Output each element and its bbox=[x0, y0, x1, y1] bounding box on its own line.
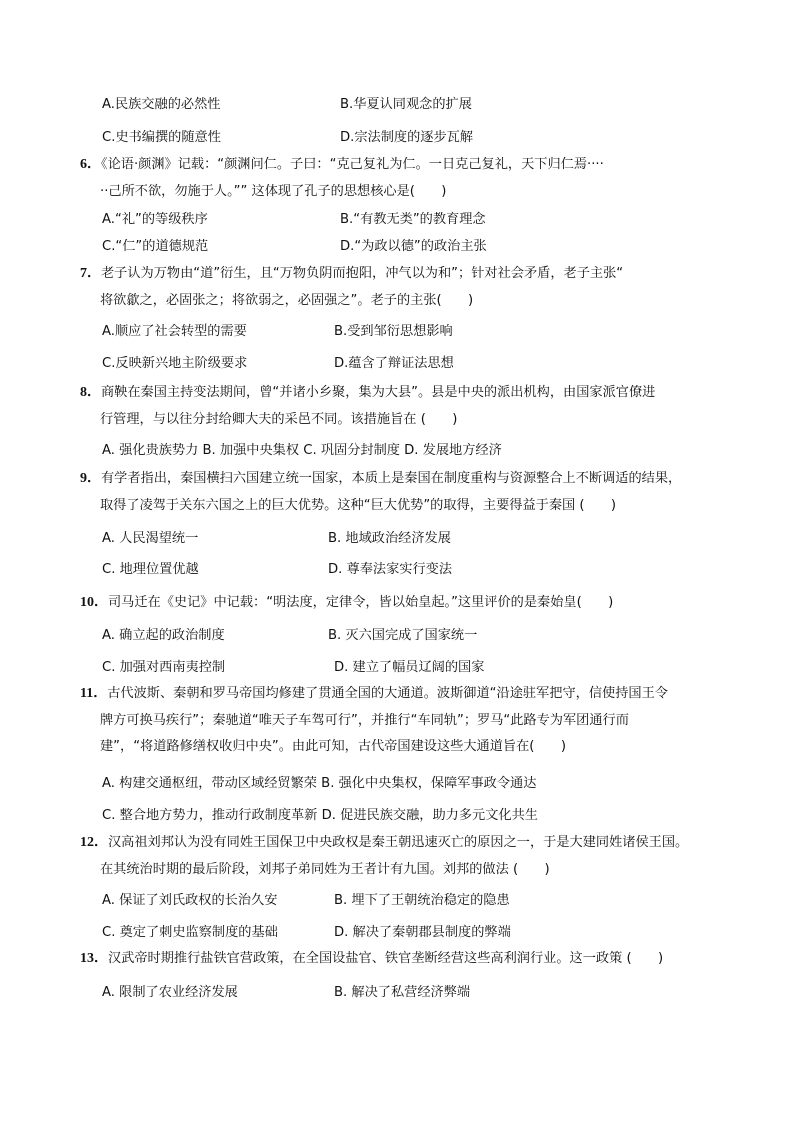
q9-line-1: 有学者指出，秦国横扫六国建立统一国家，本质上是秦国在制度重构与资源整合上不断调适的结果， bbox=[101, 471, 682, 486]
q10-option-a[interactable]: A. 确立起的政治制度 bbox=[102, 628, 225, 643]
q6-option-b[interactable]: B.“有教无类”的教育理念 bbox=[340, 212, 486, 227]
q10-option-d[interactable]: D. 建立了幅员辽阔的国家 bbox=[334, 660, 485, 675]
q11-option-row-2 bbox=[102, 804, 722, 828]
q8-stem bbox=[80, 380, 720, 433]
q12-option-c[interactable]: C. 奠定了刺史监察制度的基础 bbox=[102, 925, 278, 940]
q5-option-row-2 bbox=[102, 126, 722, 150]
q6-number: 6． bbox=[80, 157, 101, 172]
q7-option-d[interactable]: D.蕴含了辩证法思想 bbox=[334, 356, 454, 371]
q13-option-a[interactable]: A. 限制了农业经济发展 bbox=[102, 985, 238, 1000]
q11-options-cd[interactable]: C. 整合地方势力，推动行政制度革新 D. 促进民族交融，助力多元文化共生 bbox=[102, 808, 538, 823]
q5-option-b[interactable]: B.华夏认同观念的扩展 bbox=[340, 97, 472, 112]
q6-option-row-2 bbox=[102, 235, 722, 259]
q11-stem bbox=[80, 681, 720, 761]
q6-option-row-1 bbox=[102, 208, 722, 232]
q10-option-c[interactable]: C. 加强对西南夷控制 bbox=[102, 660, 226, 675]
q11-line-1: 古代波斯、秦朝和罗马帝国均修建了贯通全国的大通道。波斯御道“沿途驻军把守，信使持国王令 bbox=[107, 686, 668, 701]
q8-inline-options[interactable]: A. 强化贵族势力 B. 加强中央集权 C. 巩固分封制度 D. 发展地方经济 bbox=[102, 443, 502, 458]
q7-option-b[interactable]: B.受到邹衍思想影响 bbox=[334, 324, 453, 339]
q9-stem bbox=[80, 466, 720, 519]
q12-option-d[interactable]: D. 解决了秦朝郡县制度的弊端 bbox=[334, 925, 511, 940]
q13-option-b[interactable]: B. 解决了私营经济弊端 bbox=[334, 985, 471, 1000]
q8-option-row bbox=[102, 439, 722, 463]
q11-line-2: 牌方可换马疾行”；秦驰道“唯天子车驾可行”，并推行“车同轨”；罗马“此路专为军团通行而 bbox=[100, 712, 629, 728]
q5-option-d[interactable]: D.宗法制度的逐步瓦解 bbox=[340, 130, 474, 145]
q9-option-a[interactable]: A. 人民渴望统一 bbox=[102, 531, 199, 546]
q9-option-b[interactable]: B. 地域政治经济发展 bbox=[328, 531, 451, 546]
q10-option-b[interactable]: B. 灭六国完成了国家统一 bbox=[328, 628, 478, 643]
q6-line-2: ··己所不欲，勿施于人。”” 这体现了孔子的思想核心是( ) bbox=[100, 183, 447, 199]
q5-option-c[interactable]: C.史书编撰的随意性 bbox=[102, 130, 221, 145]
q9-option-c[interactable]: C. 地理位置优越 bbox=[102, 562, 199, 577]
q12-line-1: 汉高祖刘邦认为没有同姓王国保卫中央政权是秦王朝迅速灭亡的原因之一，于是大建同姓诸侯王国。 bbox=[108, 835, 689, 850]
q6-option-c[interactable]: C.“仁”的道德规范 bbox=[102, 239, 209, 254]
q9-option-d[interactable]: D. 尊奉法家实行变法 bbox=[328, 562, 453, 577]
q11-number: 11． bbox=[80, 686, 108, 701]
q7-option-a[interactable]: A.顺应了社会转型的需要 bbox=[102, 324, 247, 339]
q10-stem bbox=[80, 590, 720, 617]
q7-option-row-1 bbox=[102, 320, 722, 344]
q12-option-a[interactable]: A. 保证了刘氏政权的长治久安 bbox=[102, 893, 278, 908]
q10-option-row-2 bbox=[102, 656, 722, 680]
q11-line-3: 建”，“将道路修缮权收归中央”。由此可知，古代帝国建设这些大通道旨在( ) bbox=[100, 739, 566, 754]
q6-option-a[interactable]: A.“礼”的等级秩序 bbox=[102, 212, 208, 227]
q12-option-row-1 bbox=[102, 889, 722, 913]
q13-number: 13． bbox=[80, 951, 108, 966]
q8-line-2: 行管理，与以往分封给卿大夫的采邑不同。该措施旨在 ( ) bbox=[100, 411, 458, 427]
q13-option-row-1 bbox=[102, 981, 722, 1005]
q13-stem bbox=[80, 946, 720, 973]
q5-option-a[interactable]: A.民族交融的必然性 bbox=[102, 97, 221, 112]
q10-number: 10． bbox=[80, 595, 108, 610]
q7-number: 7． bbox=[80, 266, 101, 281]
q9-option-row-2 bbox=[102, 558, 722, 582]
q12-line-2: 在其统治时期的最后阶段，刘邦子弟同姓为王者计有九国。刘邦的做法 ( ) bbox=[100, 861, 550, 877]
q12-stem bbox=[80, 830, 720, 883]
q12-option-b[interactable]: B. 埋下了王朝统治稳定的隐患 bbox=[334, 893, 510, 908]
q7-line-2: 将欲歙之，必固张之；将欲弱之，必固强之”。老子的主张( ) bbox=[100, 292, 474, 308]
q12-number: 12． bbox=[80, 835, 108, 850]
q8-number: 8． bbox=[80, 385, 101, 400]
q10-option-row-1 bbox=[102, 624, 722, 648]
q10-line-1: 司马迁在《史记》中记载：“明法度，定律令，皆以始皇起。”这里评价的是秦始皇( ) bbox=[108, 595, 614, 610]
q6-line-1: 《论语·颜渊》记载：“颜渊问仁。子曰：“克己复礼为仁。一日克己复礼，天下归仁焉···· bbox=[101, 157, 604, 172]
q13-line-1: 汉武帝时期推行盐铁官营政策，在全国设盐官、铁官垄断经营这些高利润行业。这一政策 ( ) bbox=[108, 951, 664, 966]
q7-option-row-2 bbox=[102, 352, 722, 376]
q12-option-row-2 bbox=[102, 921, 722, 945]
q7-option-c[interactable]: C.反映新兴地主阶级要求 bbox=[102, 356, 248, 371]
q6-stem bbox=[80, 152, 720, 205]
q7-stem bbox=[80, 261, 720, 314]
q7-line-1: 老子认为万物由“道”衍生，且“万物负阴而抱阳，冲气以为和”；针对社会矛盾，老子主张“ bbox=[101, 266, 624, 281]
q9-line-2: 取得了凌驾于关东六国之上的巨大优势。这种“巨大优势”的取得，主要得益于秦国 ( ) bbox=[100, 497, 617, 513]
q8-line-1: 商鞅在秦国主持变法期间，曾“并诸小乡聚，集为大县”。县是中央的派出机构，由国家派官僚进 bbox=[101, 385, 656, 400]
q9-option-row-1 bbox=[102, 527, 722, 551]
q11-options-ab[interactable]: A. 构建交通枢纽，带动区域经贸繁荣 B. 强化中央集权，保障军事政令通达 bbox=[102, 776, 537, 791]
q6-option-d[interactable]: D.“为政以德”的政治主张 bbox=[340, 239, 487, 254]
q9-number: 9． bbox=[80, 471, 101, 486]
q5-option-row-1 bbox=[102, 93, 722, 117]
q11-option-row-1 bbox=[102, 772, 722, 796]
